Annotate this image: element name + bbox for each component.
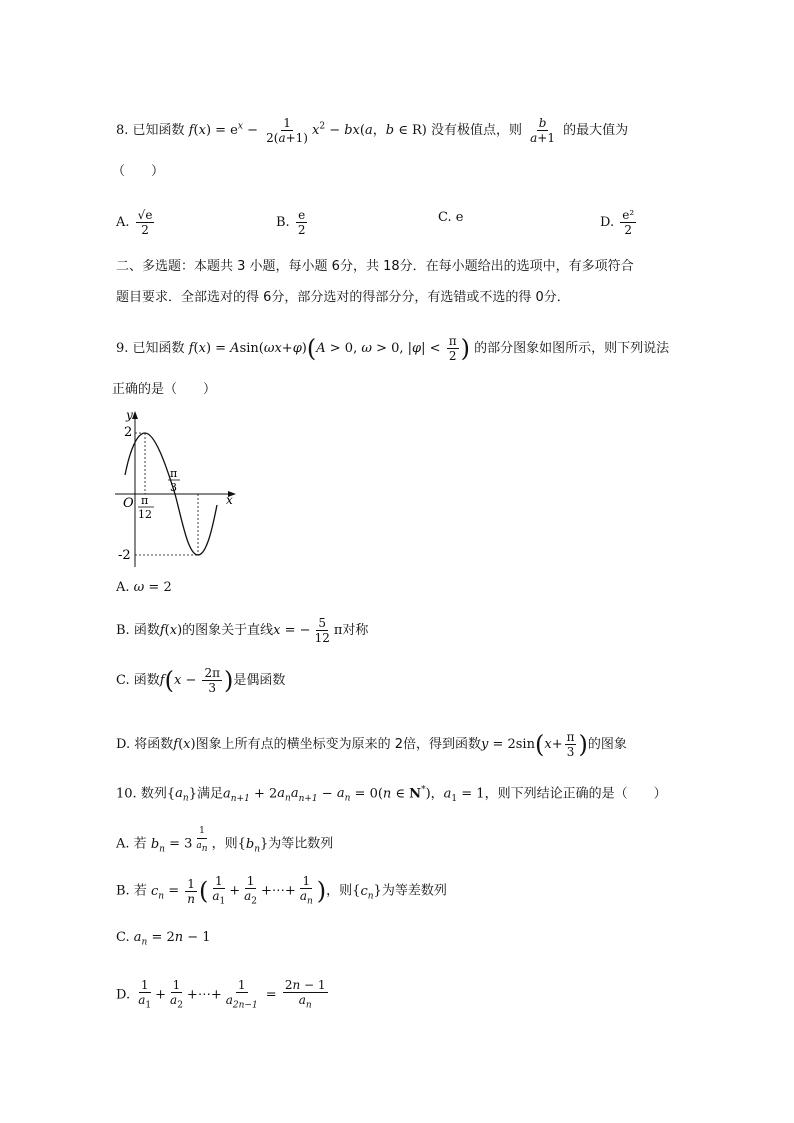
q9-option-d[interactable]: D. 将函数f(x)图象上所有点的横坐标变为原来的 2倍，得到函数y = 2sin(x+ $\frac{\pi}{3}$ )的图象 [116, 730, 627, 759]
q8-text-pre: 已知函数 [132, 123, 185, 138]
tick1-den: 12 [138, 508, 152, 521]
q9-option-a[interactable]: A. ω = 2 [116, 580, 172, 595]
q8-option-b[interactable]: B. $\frac{e}{2}$ [276, 208, 306, 237]
q9-formula: f(x) = Asin(ωx+φ)(A > 0, ω > 0, |φ| < $\frac{\pi}{2}$ ) [188, 334, 470, 363]
q10-stem: 10. 数列$\{a_n\}$满足$a_{n+1} + 2a_na_{n+1} - a_n = 0(n$ ∈ N*)，$a_1 = 1$，则下列结论正确的是（ ） [116, 785, 667, 804]
min-label: -2 [118, 548, 131, 563]
origin-label: O [123, 496, 134, 511]
q9-option-b[interactable]: B. 函数f(x)的图象关于直线x = − $\frac{5}{12}$ π对称 [116, 616, 369, 645]
tick2-den: 3 [170, 481, 177, 494]
question-number: 8. [116, 123, 129, 138]
q8-text-post: 没有极值点，则 [430, 123, 522, 138]
y-axis-arrow [132, 411, 138, 419]
section2-line1: 二、多选题：本题共 3 小题，每小题 6分，共 18分．在每小题给出的选项中，有多项符合 [116, 259, 634, 274]
q10-option-a[interactable]: A. 若 $b_n = 3$ $^{\frac{1}{a_n}}$ ，则$\{b_n\}$为等比数列 [116, 826, 334, 855]
q9-graph [110, 405, 245, 570]
section2-line2: 题目要求．全部选对的得 6分，部分选对的得部分分，有选错或不选的得 0分． [116, 290, 570, 305]
q8-ratio: $\frac{b}{a+1}$ [530, 116, 555, 145]
q9-option-c[interactable]: C. 函数f(x − $\frac{2\pi}{3}$ )是偶函数 [116, 666, 286, 695]
q8-stem [116, 116, 628, 145]
q8-option-c[interactable]: C. e [438, 210, 464, 225]
q8-option-d[interactable]: D. $\frac{\text{e²}}{2}$ [600, 208, 635, 237]
max-label: 2 [124, 425, 133, 440]
q8-text-tail: 的最大值为 [563, 123, 629, 138]
q8-option-a[interactable]: A. $\frac{√e}{2}$ [116, 208, 153, 237]
q10-option-c[interactable]: C. $a_n = 2n - 1$ [116, 930, 211, 948]
y-axis-label: y [126, 408, 133, 422]
x-axis-label: x [226, 493, 233, 507]
q8-answer-paren: （ ） [112, 164, 165, 179]
tick1-num: π [141, 494, 149, 507]
q8-formula: $f(x) = e^x$ − $\frac{1}{2(a+1)}$ $x^2 - bx(a$，b ∈ R) [188, 116, 427, 145]
q10-option-d[interactable]: D. $\frac{1}{a_1}$ + $\frac{1}{a_2}$ +⋯+ $\frac{1}{a_{2n-1}}$ = $\frac{2n - 1}{a_n}$ [116, 978, 326, 1011]
q9-stem-line2: 正确的是（ ） [112, 382, 217, 397]
q10-option-b[interactable]: B. 若 $c_n$ = $\frac{1}{n}$ ( $\frac{1}{a_1}$ + $\frac{1}{a_2}$ +⋯+ $\frac{1}{a_n}$ )，则$\{c_n\}$为等差数列 [116, 874, 447, 907]
tick2-num: π [170, 467, 178, 480]
q9-stem: 9. 已知函数 f(x) = Asin(ωx+φ)(A > 0, ω > 0, |φ| < $\frac{\pi}{2}$ ) 的部分图象如图所示，则下列说法 [116, 334, 670, 363]
